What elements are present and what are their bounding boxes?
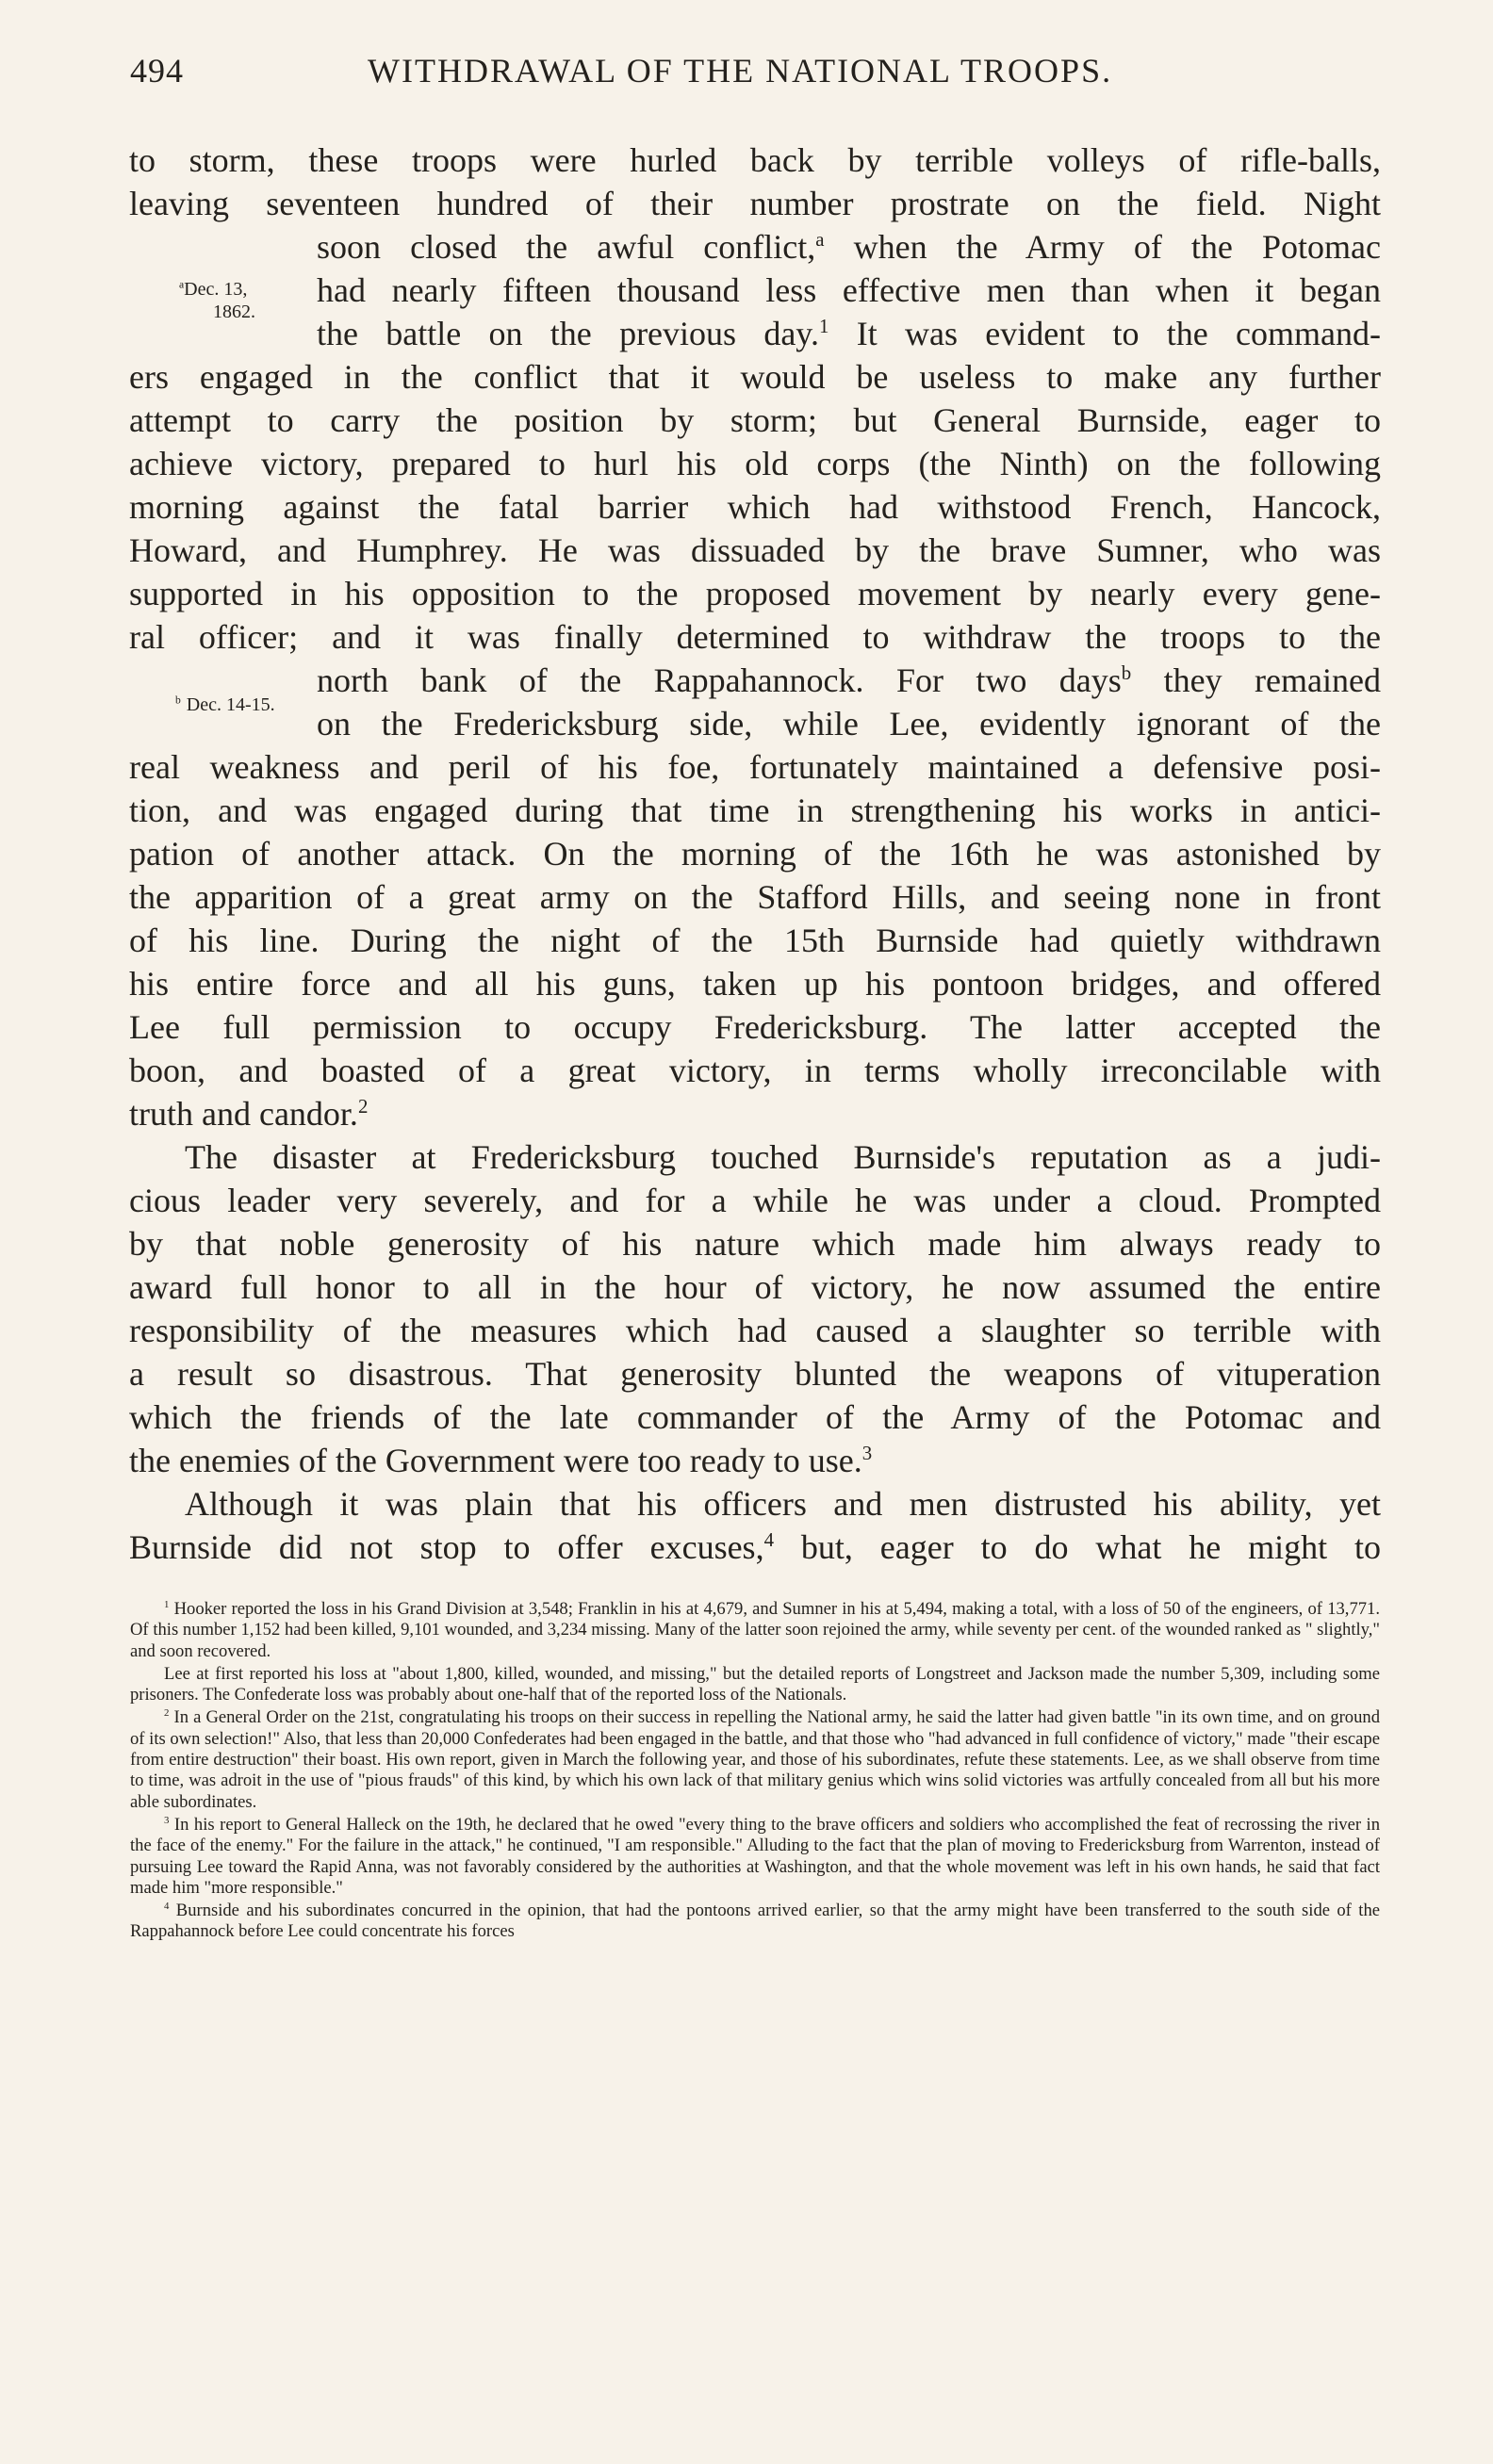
text-line: award full honor to all in the hour of victory, he now assumed the entire [129,1268,1381,1306]
ref-mark-a: a [815,228,825,251]
margin-note-b-text: Dec. 14-15. [186,694,275,715]
text-line [129,1526,1381,1570]
text-line: his entire force and all his guns, taken up his pontoon bridges, and offered [129,965,1381,1003]
text-line: pation of another attack. On the morning of the 16th he was astonished by [129,835,1381,873]
text-line: to storm, these troops were hurled back by terrible volleys of rifle-balls, [129,141,1381,179]
text-span [774,1528,801,1566]
margin-note-b-letter: b [175,694,181,707]
text-line: Lee full permission to occupy Fredericksburg. The latter accepted the [129,1008,1381,1046]
footnote-2 [130,1707,1380,1812]
text-line: ers engaged in the conflict that it would be useless to make any further [129,358,1381,396]
text-line: morning against the fatal barrier which had withstood French, Hancock, [129,488,1381,526]
text-line: cious leader very severely, and for a while he was under a cloud. Prompted [129,1182,1381,1219]
footnote-ref-2: 2 [357,1095,369,1118]
text-line: achieve victory, prepared to hurl his old corps (the Ninth) on the following [129,445,1381,482]
footnote-text: In a General Order on the 21st, congratulating his troops on their success in repelling the National army, he said the latter had given battle "in its own time, and on ground of its own selection!" Also, that less than 20,000 Confederates had been engaged in the battle, and that those who "had advanced in full confidence of victory," made "their escape from entire destruction" their boast. His own report, given in March the following year, and those of his subordinates, refute these statements. Lee, as we shall observe from time to time, was adroit in the use of "pious frauds" of this kind, by which his own lack of that military genius which wins solid victories was artfully concealed from all but his more able subordinates. [130,1707,1380,1812]
text-line: The disaster at Fredericksburg touched Burnside's reputation as a judi- [185,1138,1381,1176]
text-span: the enemies of the Government were too ready to use. [129,1442,862,1479]
footnote-4 [130,1901,1380,1943]
margin-note-a-line2: 1862. [213,302,255,322]
text-line: ral officer; and it was finally determined to withdraw the troops to the [129,618,1381,656]
footnote-3 [130,1815,1380,1899]
text-span: the battle on the previous day. [317,315,819,352]
margin-note-b [175,694,275,715]
text-line: the apparition of a great army on the Stafford Hills, and seeing none in front [129,878,1381,916]
text-span: when the Army of the Potomac [824,228,1381,266]
text-line: a result so disastrous. That generosity blunted the weapons of vituperation [129,1355,1381,1393]
text-line [317,226,1381,269]
footnote-ref-3: 3 [861,1442,873,1464]
text-line: leaving seventeen hundred of their number prostrate on the field. Night [129,185,1381,222]
text-span: north bank of the Rappahannock. For two days [317,661,1122,699]
text-line: had nearly fifteen thousand less effective men than when it began [317,271,1381,309]
footnote-1 [130,1599,1380,1662]
text-line: on the Fredericksburg side, while Lee, evidently ignorant of the [317,705,1381,742]
page-header [130,51,1376,104]
margin-note-a-letter: a [179,278,185,291]
footnote-mark: 2 [164,1707,170,1720]
text-line [129,1093,1381,1136]
text-line: which the friends of the late commander of the Army of the Potomac and [129,1398,1381,1436]
footnote-ref-1: 1 [818,315,829,337]
ref-mark-b: b [1121,661,1132,684]
text-line: of his line. During the night of the 15th Burnside had quietly withdrawn [129,922,1381,959]
text-line: Although it was plain that his officers and men distrusted his ability, yet [185,1485,1381,1523]
margin-note-a-line1: Dec. 13, [184,279,248,300]
text-span: Burnside did not stop to offer excuses, [129,1528,764,1566]
text-line: real weakness and peril of his foe, fortunately maintained a defensive posi- [129,748,1381,786]
text-line: by that noble generosity of his nature which made him always ready to [129,1225,1381,1263]
footnote-mark: 3 [164,1814,170,1826]
margin-note-a [179,279,247,300]
text-line: attempt to carry the position by storm; but General Burnside, eager to [129,401,1381,439]
text-line: tion, and was engaged during that time in strengthening his works in antici- [129,791,1381,829]
text-span: It was evident to the command- [829,315,1382,352]
text-line: boon, and boasted of a great victory, in terms wholly irreconcilable with [129,1052,1381,1089]
margin-note-a-year [213,302,255,322]
footnotes [130,1599,1380,1943]
text-span: but, eager to do what he might to [800,1528,1381,1566]
footnote-1-continued [130,1664,1380,1706]
text-span: they remained [1131,661,1381,699]
text-line [317,313,1381,356]
footnote-text: Hooker reported the loss in his Grand Division at 3,548; Franklin in his at 4,679, and Sumner in his at 5,494, making a total, with a loss of 50 of the engineers, of 13,771. Of this number 1,152 had been killed, 9,101 wounded, and 3,234 missing. Many of the latter soon rejoined the army, while seventy per cent. of the wounded ranked as " slightly," and soon recovered. [130,1599,1380,1661]
page-number: 494 [130,52,184,90]
footnote-mark: 4 [164,1900,170,1912]
footnote-text: Burnside and his subordinates concurred in the opinion, that had the pontoons arrived earlier, so that the army might have been transferred to the south side of the Rappahannock before Lee could concentrate his forces [130,1901,1380,1942]
footnote-ref-4: 4 [763,1528,775,1551]
text-line: Howard, and Humphrey. He was dissuaded by the brave Sumner, who was [129,531,1381,569]
footnote-text: In his report to General Halleck on the 19th, he declared that he owed "every thing to the brave officers and soldiers who accomplished the feat of recrossing the river in the face of the enemy." For the failure in the attack," he continued, "I am responsible." Alluding to the fact that the plan of moving to Fredericksburg from Warrenton, instead of pursuing Lee toward the Rapid Anna, was not favorably considered by the authorities at Washington, and that the whole movement was left in his own hands, he said that fact made him "more responsible." [130,1814,1380,1898]
text-span: soon closed the awful conflict, [317,228,816,266]
text-line: supported in his opposition to the proposed movement by nearly every gene- [129,575,1381,612]
running-title: WITHDRAWAL OF THE NATIONAL TROOPS. [368,52,1113,90]
footnote-text: Lee at first reported his loss at "about 1,800, killed, wounded, and missing," but the detailed reports of Longstreet and Jackson made the number 5,309, including some prisoners. The Confederate loss was probably about one-half that of the reported loss of the Nationals. [130,1663,1380,1705]
text-line: responsibility of the measures which had caused a slaughter so terrible with [129,1312,1381,1349]
text-line [129,1440,1381,1483]
text-span: truth and candor. [129,1095,358,1133]
footnote-mark: 1 [164,1598,170,1610]
text-line [317,660,1381,703]
